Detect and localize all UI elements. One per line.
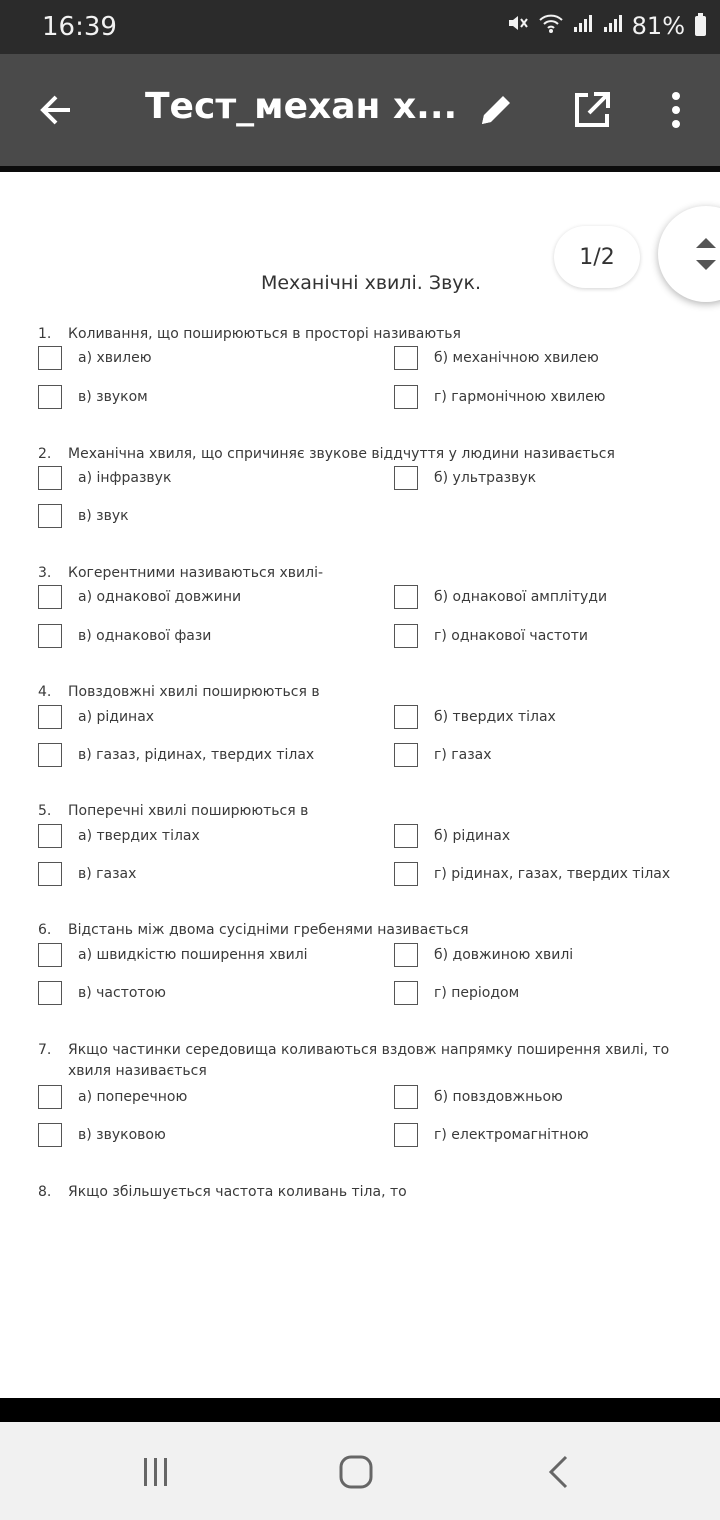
answer-option[interactable]	[38, 980, 166, 1006]
answer-option[interactable]	[394, 384, 605, 410]
question-text: Механічна хвиля, що спричиняє звукове віддчуття у людини називається	[68, 446, 615, 462]
answer-label: г) періодом	[434, 985, 520, 1001]
question-text: Якщо частинки середовища коливаються вздовж напрямку поширення хвилі, то хвиля називається	[68, 1042, 670, 1079]
answer-label: г) однакової частоти	[434, 628, 588, 644]
battery-icon	[695, 16, 706, 36]
answer-label: в) частотою	[78, 985, 166, 1001]
answer-option[interactable]	[38, 1084, 187, 1110]
answer-checkbox[interactable]	[394, 385, 418, 409]
answer-checkbox[interactable]	[38, 743, 62, 767]
answer-checkbox[interactable]	[38, 624, 62, 648]
pencil-icon	[476, 90, 516, 130]
answer-checkbox[interactable]	[38, 385, 62, 409]
status-icons	[506, 12, 706, 40]
answer-checkbox[interactable]	[38, 705, 62, 729]
answer-label: а) швидкістю поширення хвилі	[78, 947, 308, 963]
answer-option[interactable]	[38, 1122, 166, 1148]
question-number: 1.	[38, 326, 52, 342]
answer-checkbox[interactable]	[394, 943, 418, 967]
document-title: Тест_механ х...	[145, 86, 458, 127]
question-text: Якщо збільшується частота коливань тіла, то	[68, 1184, 407, 1200]
edit-button[interactable]	[464, 78, 528, 142]
question-number: 4.	[38, 684, 52, 700]
question-text: Когерентними називаються хвилі-	[68, 565, 324, 581]
answer-label: в) звуковою	[78, 1127, 166, 1143]
question-number: 7.	[38, 1042, 52, 1058]
answer-checkbox[interactable]	[394, 346, 418, 370]
mute-icon	[506, 12, 530, 40]
answer-option[interactable]	[394, 1084, 563, 1110]
question-number: 6.	[38, 922, 52, 938]
answer-option[interactable]	[38, 345, 151, 371]
question-number: 3.	[38, 565, 52, 581]
answer-label: в) звуком	[78, 389, 148, 405]
divider	[0, 1398, 720, 1422]
answer-option[interactable]	[38, 823, 200, 849]
back-icon	[546, 1454, 570, 1490]
answer-label: а) рідинах	[78, 709, 155, 725]
answer-label: б) повздовжньою	[434, 1089, 563, 1105]
answer-checkbox[interactable]	[394, 1085, 418, 1109]
answer-checkbox[interactable]	[38, 943, 62, 967]
app-bar	[0, 54, 720, 166]
answer-option[interactable]	[38, 861, 136, 887]
more-button[interactable]	[644, 78, 708, 142]
answer-checkbox[interactable]	[394, 981, 418, 1005]
answer-checkbox[interactable]	[394, 466, 418, 490]
question-number: 8.	[38, 1184, 52, 1200]
answer-option[interactable]	[394, 623, 588, 649]
home-icon	[338, 1454, 374, 1490]
answer-label: а) твердих тілах	[78, 828, 200, 844]
signal-icon	[602, 12, 624, 40]
answer-label: а) поперечною	[78, 1089, 188, 1105]
answer-label: г) рідинах, газах, твердих тілах	[434, 866, 671, 882]
navigation-bar	[0, 1422, 720, 1520]
answer-option[interactable]	[38, 742, 314, 768]
answer-label: б) довжиною хвилі	[434, 947, 574, 963]
answer-checkbox[interactable]	[38, 1085, 62, 1109]
answer-checkbox[interactable]	[394, 624, 418, 648]
answer-checkbox[interactable]	[394, 824, 418, 848]
back-nav-button[interactable]	[528, 1446, 588, 1498]
answer-label: а) інфразвук	[78, 470, 172, 486]
answer-label: а) однакової довжини	[78, 589, 242, 605]
answer-checkbox[interactable]	[38, 1123, 62, 1147]
question-text: Відстань між двома сусідніми гребенями називається	[68, 922, 469, 938]
document-page	[0, 172, 720, 1398]
answer-checkbox[interactable]	[394, 1123, 418, 1147]
question-number: 2.	[38, 446, 52, 462]
status-time: 16:39	[42, 12, 117, 42]
answer-checkbox[interactable]	[394, 585, 418, 609]
battery-percent: 81%	[631, 12, 685, 40]
answer-checkbox[interactable]	[394, 743, 418, 767]
answer-label: г) газах	[434, 747, 492, 763]
scroll-updown-icon	[688, 232, 720, 276]
answer-checkbox[interactable]	[38, 346, 62, 370]
answer-label: г) електромагнітною	[434, 1127, 589, 1143]
signal-icon	[572, 12, 594, 40]
answer-checkbox[interactable]	[38, 504, 62, 528]
back-button[interactable]	[24, 78, 88, 142]
open-external-icon	[572, 90, 612, 130]
answer-checkbox[interactable]	[394, 862, 418, 886]
answer-option[interactable]	[394, 1122, 589, 1148]
recents-button[interactable]	[126, 1446, 186, 1498]
answer-option[interactable]	[38, 704, 154, 730]
answer-option[interactable]	[38, 384, 148, 410]
question-text: Повздовжні хвилі поширюються в	[68, 684, 320, 700]
answer-checkbox[interactable]	[38, 585, 62, 609]
answer-label: в) однакової фази	[78, 628, 212, 644]
answer-option[interactable]	[394, 584, 607, 610]
answer-label: в) газах	[78, 866, 137, 882]
answer-checkbox[interactable]	[38, 824, 62, 848]
answer-option[interactable]	[394, 861, 670, 887]
answer-option[interactable]	[394, 742, 492, 768]
answer-label: б) однакової амплітуди	[434, 589, 608, 605]
page-indicator: 1/2	[554, 226, 640, 288]
more-vert-icon	[670, 92, 682, 128]
answer-option[interactable]	[394, 823, 510, 849]
open-external-button[interactable]	[560, 78, 624, 142]
wifi-icon	[538, 12, 564, 40]
answer-option[interactable]	[38, 503, 129, 529]
answer-checkbox[interactable]	[394, 705, 418, 729]
answer-label: б) рідинах	[434, 828, 511, 844]
question-number: 5.	[38, 803, 52, 819]
answer-option[interactable]	[394, 345, 599, 371]
answer-option[interactable]	[394, 465, 536, 491]
answer-option[interactable]	[38, 465, 171, 491]
answer-option[interactable]	[394, 942, 573, 968]
answer-label: б) ультразвук	[434, 470, 537, 486]
answer-label: б) механічною хвилею	[434, 350, 599, 366]
answer-label: а) хвилею	[78, 350, 152, 366]
answer-checkbox[interactable]	[38, 862, 62, 886]
answer-option[interactable]	[394, 704, 556, 730]
answer-label: в) газаз, рідинах, твердих тілах	[78, 747, 315, 763]
question-text: Коливання, що поширюються в просторі називаютья	[68, 326, 461, 342]
status-bar	[0, 0, 720, 54]
back-arrow-icon	[36, 90, 76, 130]
home-button[interactable]	[326, 1446, 386, 1498]
question-text: Поперечні хвилі поширюються в	[68, 803, 309, 819]
answer-option[interactable]	[38, 623, 211, 649]
answer-label: г) гармонічною хвилею	[434, 389, 606, 405]
answer-option[interactable]	[38, 584, 241, 610]
document-heading: Механічні хвилі. Звук.	[260, 272, 482, 294]
answer-option[interactable]	[38, 942, 308, 968]
answer-label: б) твердих тілах	[434, 709, 556, 725]
answer-option[interactable]	[394, 980, 519, 1006]
recents-icon	[140, 1456, 172, 1488]
answer-checkbox[interactable]	[38, 981, 62, 1005]
answer-label: в) звук	[78, 508, 129, 524]
answer-checkbox[interactable]	[38, 466, 62, 490]
